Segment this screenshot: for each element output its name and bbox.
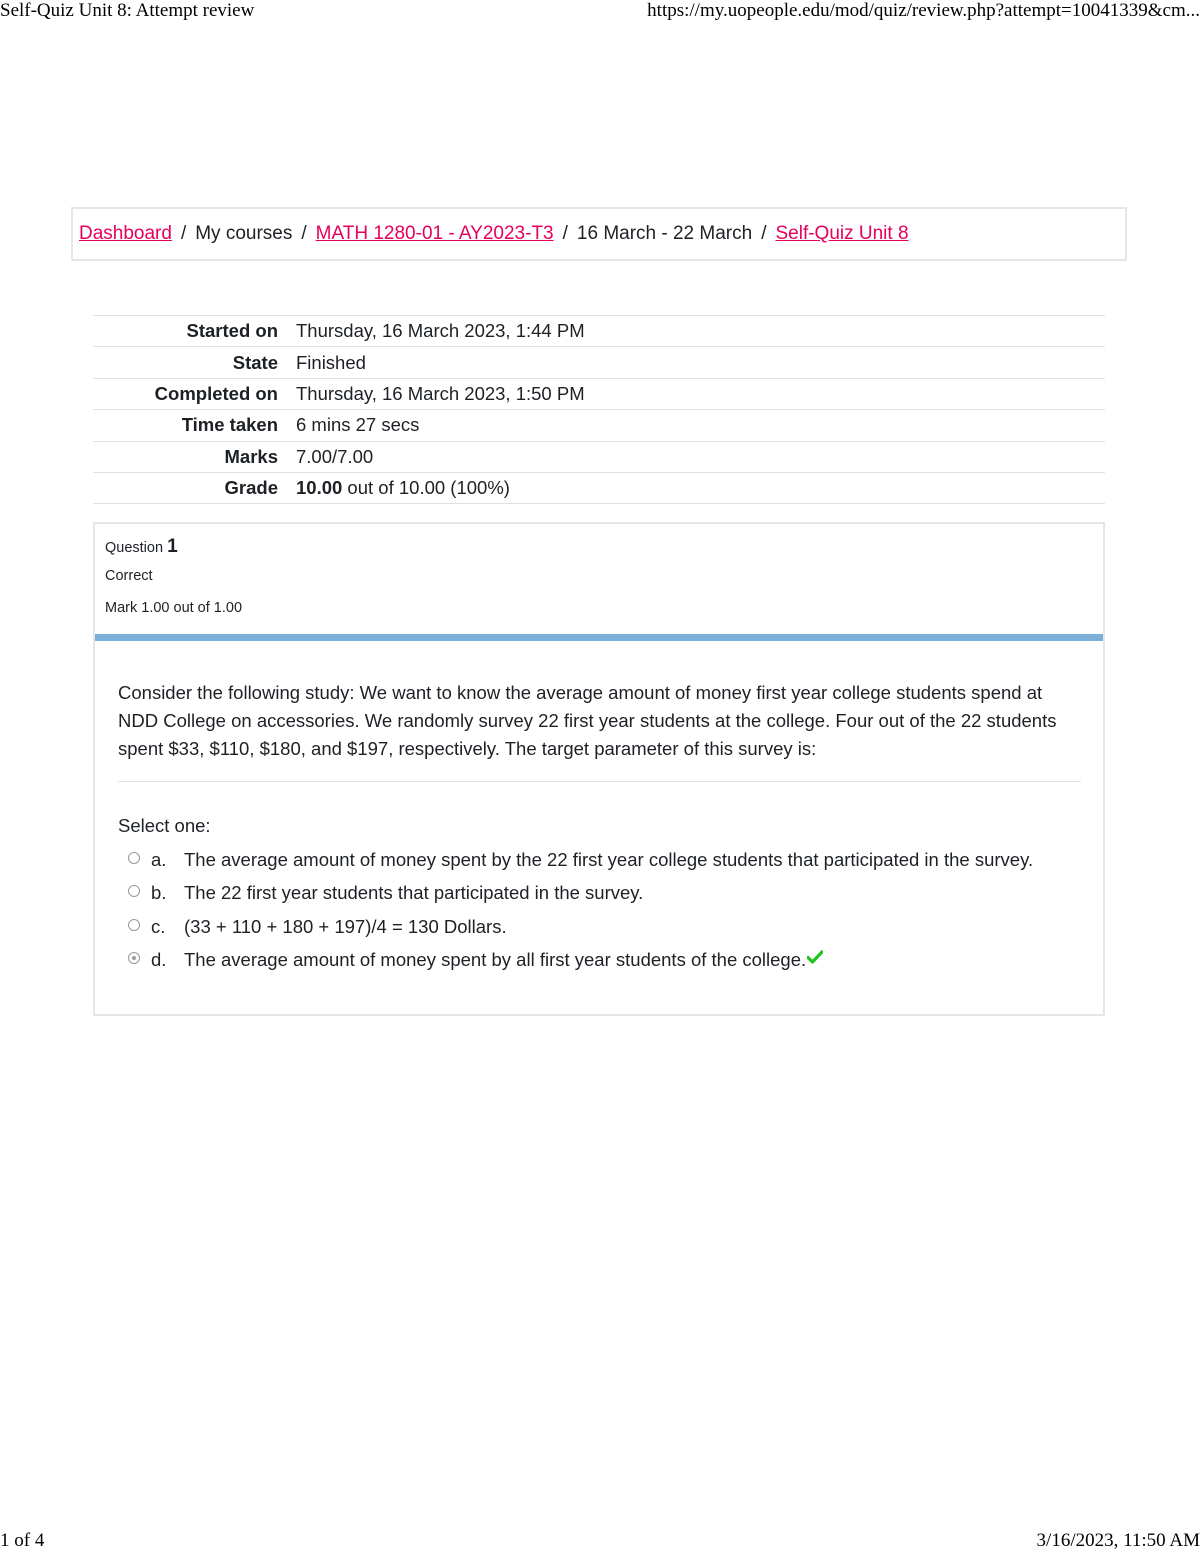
question-text: Consider the following study: We want to know the average amount of money first year college students spend at NDD College on accessories. We randomly survey 22 first year students at the college. Four out of the 22 students spent $33, $110, $180, and $197, respectively. The target parameter of this survey is: bbox=[118, 682, 1057, 759]
breadcrumb-item-my-courses: My courses bbox=[195, 223, 293, 244]
summary-row-started bbox=[93, 316, 1105, 347]
breadcrumb-item-week: 16 March - 22 March bbox=[576, 223, 753, 244]
option-text: The average amount of money spent by all first year students of the college. bbox=[184, 949, 807, 971]
breadcrumb-separator: / bbox=[301, 223, 307, 244]
print-page-title: Self-Quiz Unit 8: Attempt review bbox=[0, 0, 255, 21]
print-datetime: 3/16/2023, 11:50 AM bbox=[1036, 1530, 1200, 1551]
radio-button[interactable] bbox=[128, 919, 140, 931]
summary-label: Grade bbox=[224, 477, 278, 499]
question-card bbox=[93, 522, 1105, 1016]
question-divider bbox=[118, 781, 1081, 782]
question-number bbox=[105, 536, 1103, 568]
option-letter: c. bbox=[151, 915, 166, 937]
question-mark: Mark 1.00 out of 1.00 bbox=[105, 600, 243, 616]
breadcrumb-separator: / bbox=[562, 223, 568, 244]
radio-button-selected[interactable] bbox=[128, 952, 140, 964]
answer-option-b[interactable] bbox=[118, 877, 1081, 911]
question-label: Question bbox=[105, 540, 164, 556]
option-text: The 22 first year students that participated in the survey. bbox=[184, 882, 644, 904]
print-footer bbox=[0, 1530, 1200, 1553]
breadcrumb-separator: / bbox=[180, 223, 187, 244]
correct-check-icon bbox=[807, 947, 823, 961]
answer-prompt: Select one: bbox=[118, 815, 211, 836]
print-header bbox=[0, 0, 1200, 24]
summary-value-grade bbox=[296, 472, 1105, 503]
summary-value: 7.00/7.00 bbox=[296, 445, 374, 467]
option-letter: d. bbox=[151, 949, 167, 971]
question-number-value: 1 bbox=[167, 536, 178, 557]
question-content bbox=[95, 641, 1103, 977]
option-letter: b. bbox=[151, 882, 167, 904]
summary-label: Marks bbox=[224, 445, 278, 467]
question-accent-bar bbox=[95, 634, 1103, 641]
breadcrumb-link-dashboard[interactable]: Dashboard bbox=[79, 223, 172, 244]
option-text: The average amount of money spent by the 22 first year college students that participated in the survey. bbox=[184, 848, 1034, 870]
question-info bbox=[95, 524, 1103, 634]
breadcrumb-separator: / bbox=[761, 223, 767, 244]
grade-score: 10.00 bbox=[296, 477, 343, 499]
breadcrumb bbox=[71, 207, 1127, 261]
radio-button[interactable] bbox=[128, 885, 140, 897]
summary-value: Finished bbox=[296, 351, 366, 373]
option-text: (33 + 110 + 180 + 197)/4 = 130 Dollars. bbox=[184, 915, 507, 937]
summary-label: Completed on bbox=[154, 382, 278, 404]
breadcrumb-link-quiz[interactable]: Self-Quiz Unit 8 bbox=[775, 223, 909, 244]
answer-option-c[interactable] bbox=[118, 910, 1081, 944]
radio-button[interactable] bbox=[128, 852, 140, 864]
question-status: Correct bbox=[105, 568, 153, 584]
page-number: 1 of 4 bbox=[0, 1530, 45, 1551]
summary-row-time-taken bbox=[93, 410, 1105, 441]
summary-value: 6 mins 27 secs bbox=[296, 414, 420, 436]
summary-value: Thursday, 16 March 2023, 1:50 PM bbox=[296, 382, 585, 404]
summary-label: Started on bbox=[186, 320, 278, 342]
summary-row-marks bbox=[93, 441, 1105, 472]
summary-label: Time taken bbox=[181, 414, 278, 436]
summary-row-grade bbox=[93, 472, 1105, 503]
breadcrumb-link-course[interactable]: MATH 1280-01 - AY2023-T3 bbox=[315, 223, 554, 244]
option-letter: a. bbox=[151, 848, 167, 870]
attempt-summary-table bbox=[93, 315, 1105, 504]
grade-out-of: out of 10.00 (100%) bbox=[342, 477, 510, 499]
summary-label: State bbox=[232, 351, 278, 373]
summary-row-state bbox=[93, 347, 1105, 378]
answer-option-a[interactable] bbox=[118, 843, 1081, 877]
print-page-url: https://my.uopeople.edu/mod/quiz/review.php?attempt=10041339&cm... bbox=[647, 0, 1200, 21]
summary-row-completed bbox=[93, 378, 1105, 409]
summary-value: Thursday, 16 March 2023, 1:44 PM bbox=[296, 320, 585, 342]
answer-option-d[interactable] bbox=[118, 944, 1081, 978]
